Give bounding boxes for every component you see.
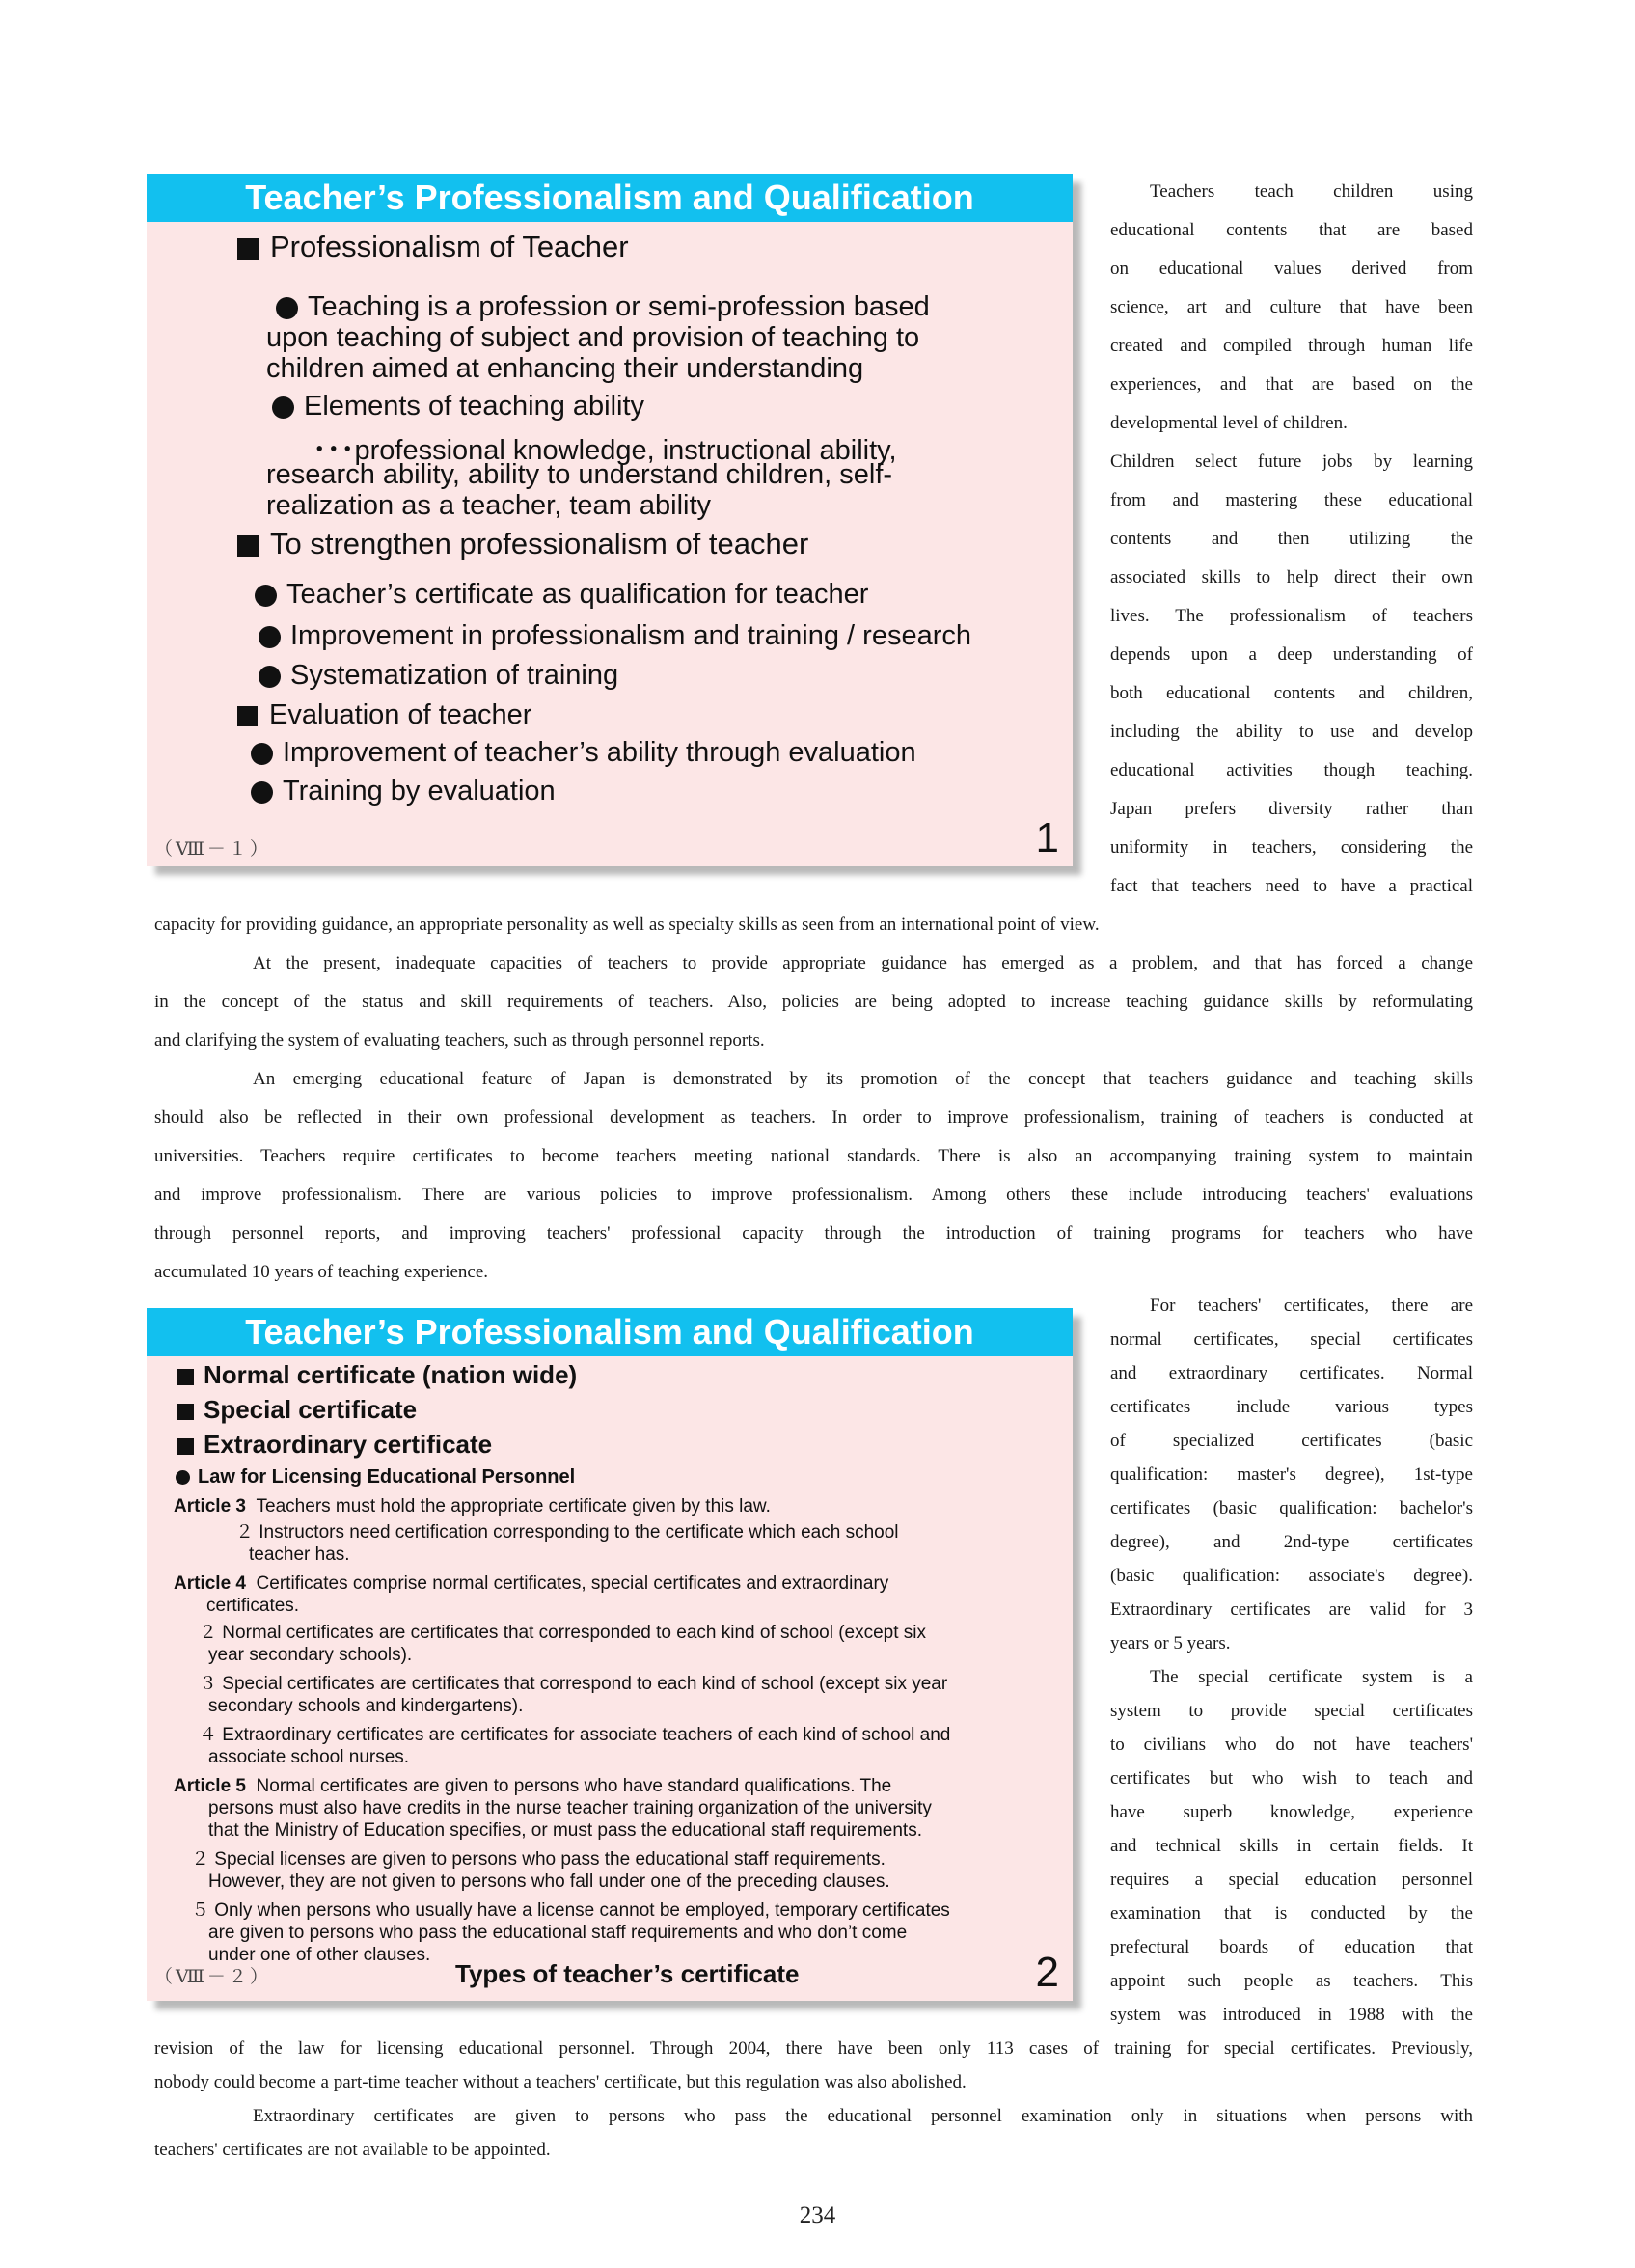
slide-1-bullet-elements: Elements of teaching ability (272, 391, 644, 423)
paragraph-line: educational contents that are based (1110, 220, 1473, 240)
paragraph-line: uniformity in teachers, considering the (1110, 837, 1473, 858)
paragraph-line: normal certificates, special certificates (1110, 1329, 1473, 1350)
paragraph-line: certificates but who wish to teach and (1110, 1768, 1473, 1789)
paragraph-line: nobody could become a part-time teacher without a teachers' certificate, but this regulation was also abolished. (154, 2072, 967, 2092)
slide-2-text: under one of other clauses. (208, 1945, 431, 1965)
paragraph-line: capacity for providing guidance, an appropriate personality as well as specialty skills as seen from an international point of view. (154, 915, 1100, 935)
slide-2-text: ３ Special certificates are certificates that correspond to each kind of school (except six year (199, 1674, 948, 1694)
paragraph-line: and technical skills in certain fields. It (1110, 1836, 1473, 1856)
slide-2-text: ２ Special licenses are given to persons who pass the educational staff requirements. (191, 1849, 886, 1870)
paragraph-line: in the concept of the status and skill requirements of teachers. Also, policies are being adopted to increase teaching guidance skills by reformulating (154, 992, 1473, 1012)
paragraph-line: prefectural boards of education that (1110, 1937, 1473, 1957)
slide-2-heading-special: Special certificate (177, 1395, 417, 1425)
slide-2 (147, 1308, 1073, 2001)
slide-2-article-5: Article 5 Normal certificates are given to persons who have standard qualifications. The (174, 1776, 892, 1796)
paragraph-line: both educational contents and children, (1110, 683, 1473, 703)
round-bullet-icon (251, 781, 273, 804)
paragraph-line: including the ability to use and develop (1110, 722, 1473, 742)
paragraph-line: certificates (basic qualification: bachelor's (1110, 1498, 1473, 1518)
slide-2-text: teacher has. (249, 1544, 350, 1565)
slide-1-text: upon teaching of subject and provision of teaching to (266, 322, 920, 353)
paragraph-line: For teachers' certificates, there are (1150, 1296, 1473, 1316)
slide-1-title: Teacher’s Professionalism and Qualification (147, 174, 1073, 222)
paragraph-line: from and mastering these educational (1110, 490, 1473, 510)
slide-2-number: 2 (1035, 1949, 1059, 1996)
paragraph-line: and clarifying the system of evaluating teachers, such as through personnel reports. (154, 1030, 765, 1051)
slide-1-number: 1 (1035, 814, 1059, 861)
paragraph-line: revision of the law for licensing educational personnel. Through 2004, there have been only 113 cases of training for special certificates. Previously, (154, 2038, 1473, 2059)
slide-1-text: ･･･professional knowledge, instructional ability, (313, 435, 897, 466)
slide-1-text: research ability, ability to understand children, self- (266, 459, 893, 490)
paragraph-line: have superb knowledge, experience (1110, 1802, 1473, 1822)
round-bullet-icon (251, 743, 273, 765)
paragraph-line: of specialized certificates (basic (1110, 1431, 1473, 1451)
paragraph-line: developmental level of children. (1110, 413, 1348, 433)
paragraph-line: to civilians who do not have teachers' (1110, 1735, 1473, 1755)
square-bullet-icon (177, 1438, 194, 1455)
slide-1-bullet-systematization: Systematization of training (259, 660, 618, 692)
paragraph-line: teachers' certificates are not available to be appointed. (154, 2140, 551, 2160)
paragraph-line: certificates include various types (1110, 1397, 1473, 1417)
paragraph-line: Extraordinary certificates are valid for 3 (1110, 1599, 1473, 1620)
slide-1-heading-strengthen: To strengthen professionalism of teacher (237, 527, 808, 561)
slide-1-heading-evaluation: Evaluation of teacher (237, 699, 531, 731)
slide-2-article-3: Article 3 Teachers must hold the appropriate certificate given by this law. (174, 1496, 771, 1517)
paragraph-line: An emerging educational feature of Japan is demonstrated by its promotion of the concept that teachers guidance and teaching skills (253, 1069, 1473, 1089)
slide-1-code: （Ⅷ－１） (154, 839, 271, 860)
slide-2-text: that the Ministry of Education specifies, or must pass the educational staff requirements. (208, 1820, 922, 1841)
square-bullet-icon (237, 238, 259, 260)
paragraph-line: and extraordinary certificates. Normal (1110, 1363, 1473, 1383)
slide-2-article-4: Article 4 Certificates comprise normal certificates, special certificates and extraordinary (174, 1573, 889, 1594)
round-bullet-icon (176, 1470, 190, 1485)
paragraph-line: Children select future jobs by learning (1110, 451, 1473, 472)
slide-2-title: Teacher’s Professionalism and Qualification (147, 1308, 1073, 1356)
paragraph-line: qualification: master's degree), 1st-type (1110, 1464, 1473, 1485)
paragraph-line: examination that is conducted by the (1110, 1903, 1473, 1924)
square-bullet-icon (237, 706, 258, 726)
paragraph-line: science, art and culture that have been (1110, 297, 1473, 317)
slide-2-code: （Ⅷ－２） (154, 1967, 271, 1987)
paragraph-line: At the present, inadequate capacities of teachers to provide appropriate guidance has emerged as a problem, and that has forced a change (253, 953, 1473, 973)
slide-2-text: year secondary schools). (208, 1645, 413, 1665)
paragraph-line: through personnel reports, and improving teachers' professional capacity through the introduction of training programs for teachers who have (154, 1223, 1473, 1243)
paragraph-line: years or 5 years. (1110, 1633, 1231, 1653)
round-bullet-icon (259, 666, 281, 688)
slide-1-bullet-ability: Improvement of teacher’s ability through evaluation (251, 737, 916, 769)
paragraph-line: The special certificate system is a (1150, 1667, 1473, 1687)
paragraph-line: system to provide special certificates (1110, 1701, 1473, 1721)
paragraph-line: experiences, and that are based on the (1110, 374, 1473, 395)
paragraph-line: associated skills to help direct their own (1110, 567, 1473, 587)
slide-2-text: However, they are not given to persons who fall under one of the preceding clauses. (208, 1872, 890, 1892)
slide-1-text: children aimed at enhancing their understanding (266, 353, 864, 384)
slide-1-bullet-profession: Teaching is a profession or semi-profession based (276, 291, 930, 323)
slide-2-text: ２ Instructors need certification corresponding to the certificate which each school (235, 1522, 899, 1543)
paragraph-line: on educational values derived from (1110, 259, 1473, 279)
round-bullet-icon (272, 396, 294, 419)
paragraph-line: Teachers teach children using (1150, 181, 1473, 202)
slide-1-bullet-improvement: Improvement in professionalism and training / research (259, 620, 971, 652)
slide-2-text: associate school nurses. (208, 1747, 410, 1767)
paragraph-line: system was introduced in 1988 with the (1110, 2005, 1473, 2025)
paragraph-line: and improve professionalism. There are various policies to improve professionalism. Among others these include introducing teachers' evaluations (154, 1185, 1473, 1205)
paragraph-line: requires a special education personnel (1110, 1870, 1473, 1890)
slide-1-bullet-certificate: Teacher’s certificate as qualification for teacher (255, 579, 868, 611)
slide-2-caption: Types of teacher’s certificate (455, 1959, 800, 1988)
paragraph-line: educational activities though teaching. (1110, 760, 1473, 780)
square-bullet-icon (177, 1369, 194, 1385)
slide-2-law-title: Law for Licensing Educational Personnel (176, 1466, 575, 1489)
paragraph-line: should also be reflected in their own professional development as teachers. In order to improve professionalism, training of teachers is conducted at (154, 1107, 1473, 1128)
round-bullet-icon (255, 585, 277, 607)
paragraph-line: appoint such people as teachers. This (1110, 1971, 1473, 1991)
round-bullet-icon (259, 626, 281, 648)
paragraph-line: created and compiled through human life (1110, 336, 1473, 356)
square-bullet-icon (177, 1404, 194, 1420)
slide-2-text: ５ Only when persons who usually have a license cannot be employed, temporary certificates (191, 1900, 950, 1921)
slide-1-heading-professionalism: Professionalism of Teacher (237, 230, 629, 264)
paragraph-line: lives. The professionalism of teachers (1110, 606, 1473, 626)
round-bullet-icon (276, 297, 298, 319)
paragraph-line: fact that teachers need to have a practical (1110, 876, 1473, 896)
slide-2-text: ２ Normal certificates are certificates that corresponded to each kind of school (except six (199, 1623, 927, 1643)
paragraph-line: universities. Teachers require certificates to become teachers meeting national standards. There is also an accompanying training system to maintain (154, 1146, 1473, 1166)
paragraph-line: Extraordinary certificates are given to persons who pass the educational personnel examination only in situations when persons with (253, 2106, 1473, 2126)
paragraph-line: (basic qualification: associate's degree). (1110, 1566, 1473, 1586)
slide-1-bullet-training: Training by evaluation (251, 776, 556, 807)
slide-2-text: are given to persons who pass the educational staff requirements and who don’t come (208, 1923, 908, 1943)
paragraph-line: Japan prefers diversity rather than (1110, 799, 1473, 819)
slide-2-heading-normal: Normal certificate (nation wide) (177, 1360, 577, 1390)
slide-2-text: secondary schools and kindergartens). (208, 1696, 524, 1716)
page-number: 234 (799, 2202, 836, 2228)
slide-2-text: persons must also have credits in the nurse teacher training organization of the university (208, 1798, 932, 1818)
paragraph-line: accumulated 10 years of teaching experience. (154, 1262, 489, 1282)
slide-2-text: certificates. (206, 1596, 300, 1616)
square-bullet-icon (237, 535, 259, 557)
slide-2-heading-extraordinary: Extraordinary certificate (177, 1430, 492, 1460)
slide-2-text: ４ Extraordinary certificates are certificates for associate teachers of each kind of school and (199, 1725, 951, 1745)
slide-1-text: realization as a teacher, team ability (266, 490, 712, 521)
paragraph-line: contents and then utilizing the (1110, 529, 1473, 549)
paragraph-line: degree), and 2nd-type certificates (1110, 1532, 1473, 1552)
paragraph-line: depends upon a deep understanding of (1110, 644, 1473, 665)
slide-1 (147, 174, 1073, 866)
